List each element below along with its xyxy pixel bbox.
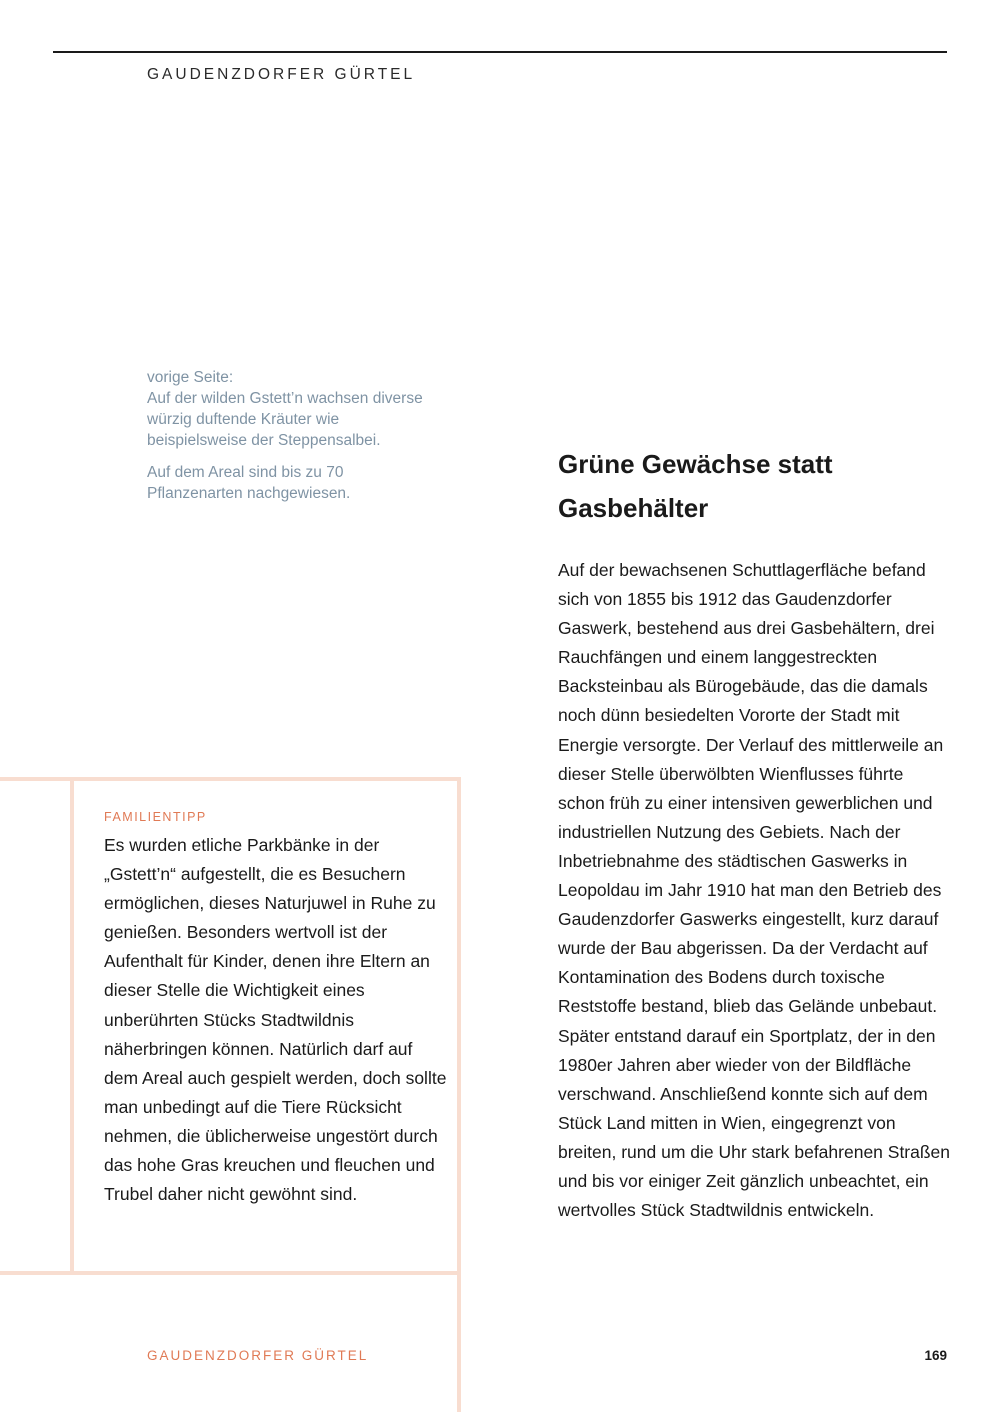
- article-body: [558, 556, 950, 1225]
- footer-running-title: GAUDENZDORFER GÜRTEL: [147, 1348, 369, 1363]
- tip-box-text: [104, 831, 449, 1209]
- tip-label: FAMILIENTIPP: [104, 810, 207, 824]
- tip-frame-left: [70, 777, 74, 1275]
- caption-text: Auf der wilden Gstett’n wachsen diverse würzig duftende Kräuter wie beispielsweise der Steppensalbei.: [147, 390, 423, 449]
- article-heading: Grüne Gewächse statt Gasbehälter: [558, 449, 833, 523]
- top-rule: [53, 51, 947, 53]
- running-header: GAUDENZDORFER GÜRTEL: [147, 66, 416, 83]
- tip-frame-bottom: [0, 1271, 461, 1275]
- tip-frame-right: [457, 777, 461, 1412]
- caption-text-2: Auf dem Areal sind bis zu 70 Pflanzenarten nachgewiesen.: [147, 464, 351, 502]
- article-paragraph: Auf der bewachsenen Schuttlagerfläche befand sich von 1855 bis 1912 das Gaudenzdorfer Gaswerk, bestehend aus drei Gasbehältern, drei Rauchfängen und einem langgestreckten Backsteinbau als Bürogebäude, das die damals noch dünn besiedelten Vororte der Stadt mit Energie versorgte. Der Verlauf des mittlerweile an dieser Stelle überwölbten Wienflusses führte schon früh zu einer intensiven gewerblichen und industriellen Nutzung des Gebiets. Nach der Inbetriebnahme des städtischen Gaswerks in Leopoldau im Jahr 1910 hat man den Betrieb des Gaudenzdorfer Gaswerks eingestellt, kurz darauf wurde der Bau abgerissen. Da der Verdacht auf Kontamination des Bodens durch toxische Reststoffe bestand, blieb das Gelände unbebaut. Später entstand darauf ein Sportplatz, der in den 1980er Jahren aber wieder von der Bildfläche verschwand. Anschließend konnte sich auf dem Stück Land mitten in Wien, eingegrenzt von breiten, rund um die Uhr stark befahrenen Straßen und bis vor einiger Zeit gänzlich unbeachtet, ein wertvolles Stück Stadtwildnis entwickeln.: [558, 560, 951, 1221]
- photo-caption: [147, 367, 437, 515]
- tip-paragraph: Es wurden etliche Parkbänke in der „Gstett’n“ aufgestellt, die es Besuchern ermöglichen, dieses Naturjuwel in Ruhe zu genießen. Besonders wertvoll ist der Aufenthalt für Kinder, denen ihre Eltern an dieser Stelle die Wichtigkeit eines unberührten Stücks Stadtwildnis näherbringen können. Natürlich darf auf dem Areal auch gespielt werden, doch sollte man unbedingt auf die Tiere Rücksicht nehmen, die üblicherweise ungestört durch das hohe Gras kreuchen und fleuchen und Trubel daher nicht gewöhnt sind.: [104, 835, 447, 1205]
- page-number: 169: [924, 1348, 947, 1363]
- caption-reference: vorige Seite:: [147, 369, 234, 386]
